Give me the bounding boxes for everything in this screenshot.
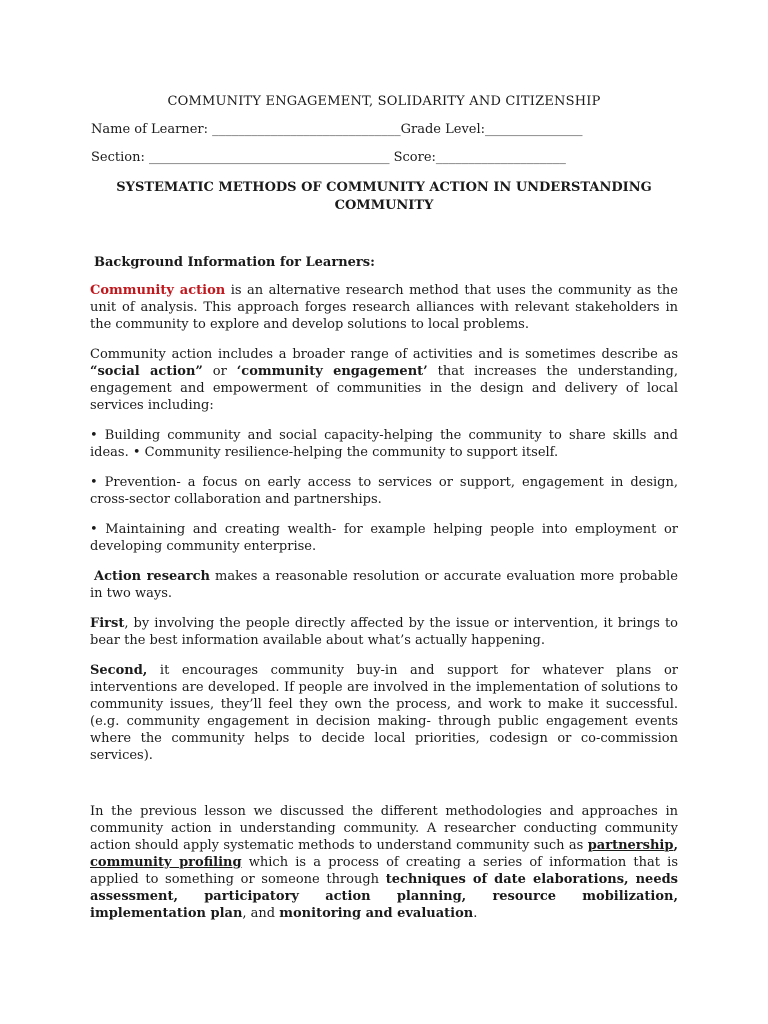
paragraph-text: it encourages community buy-in and support for whatever plans or interventions are developed. If people are involved in the implementation of solutions to community issues, they’ll feel they own the process, and work to make it successful. (e.g. community engagement in decision making- through public engagement events where the community helps to decide local priorities, codesign or co-commission services). <box>90 663 678 763</box>
paragraph-text: Community action includes a broader range of activities and is sometimes describe as <box>90 347 678 362</box>
term-partnership: partnership <box>587 838 674 853</box>
paragraph-action-research <box>90 568 678 602</box>
paragraph-first <box>90 615 678 649</box>
paragraph-text: . <box>473 906 478 921</box>
paragraph-text: or <box>202 364 237 379</box>
separator: , <box>461 889 493 904</box>
document-title: COMMUNITY ENGAGEMENT, SOLIDARITY AND CITIZENSHIP <box>167 94 601 109</box>
paragraph-second <box>90 662 678 764</box>
term-first: First <box>90 616 125 631</box>
term-participatory-action-planning: participatory action planning <box>204 889 462 904</box>
term-second: Second, <box>90 663 148 678</box>
section-score-field: Section: _____________________________________ Score:____________________ <box>91 150 566 165</box>
paragraph-broader-range <box>90 346 678 414</box>
bullet-capacity: • Building community and social capacity-helping the community to share skills and ideas. • Community resilience-helping the community to support itself. <box>90 428 678 460</box>
paragraph-text: is an alternative research method that uses the community as the unit of analysis. This approach forges research alliances with relevant stakeholders in the community to explore and develop solutions to local problems. <box>90 283 678 332</box>
term-social-action: “social action” <box>90 364 203 379</box>
separator: , <box>173 889 205 904</box>
paragraph-text: which is a process of creating a series of information that is applied to something or someone through <box>90 855 678 887</box>
lesson-heading: SYSTEMATIC METHODS OF COMMUNITY ACTION IN UNDERSTANDING COMMUNITY <box>116 180 652 213</box>
term-community-profiling: community profiling <box>90 855 242 870</box>
bullet-wealth: • Maintaining and creating wealth- for example helping people into employment or developing community enterprise. <box>90 522 678 554</box>
paragraph-text: , and <box>242 906 280 921</box>
learner-name-grade-field: Name of Learner: _____________________________Grade Level:_______________ <box>91 122 583 137</box>
term-community-engagement: ‘community engagement’ <box>236 364 428 379</box>
term-date-elaborations: techniques of date elaborations <box>385 872 625 887</box>
separator: , <box>673 889 678 904</box>
bullet-prevention: • Prevention- a focus on early access to services or support, engagement in design, cross-sector collaboration and partnerships. <box>90 475 678 507</box>
paragraph-text: makes a reasonable resolution or accurate evaluation more probable in two ways. <box>90 569 678 601</box>
separator: , <box>673 838 678 853</box>
term-needs-assessment: needs assessment <box>90 872 678 904</box>
paragraph-text: that increases the understanding, engagement and empowerment of communities in the design and delivery of local services including: <box>90 364 678 413</box>
term-resource-mobilization: resource mobilization <box>492 889 674 904</box>
term-implementation-plan: implementation plan <box>90 906 243 921</box>
document-body <box>90 254 678 922</box>
paragraph-text: In the previous lesson we discussed the different methodologies and approaches in community action in understanding community. A researcher conducting community action should apply systematic methods to understand community such as <box>90 804 678 853</box>
separator: , <box>624 872 636 887</box>
term-action-research: Action research <box>94 569 210 584</box>
background-heading: Background Information for Learners: <box>94 255 375 270</box>
paragraph-community-action <box>90 282 678 333</box>
term-community-action: Community action <box>90 283 226 298</box>
term-monitoring-evaluation: monitoring and evaluation <box>279 906 474 921</box>
paragraph-text: , by involving the people directly affected by the issue or intervention, it brings to bear the best information available about what’s actually happening. <box>90 616 678 648</box>
paragraph-previous-lesson <box>90 803 678 922</box>
